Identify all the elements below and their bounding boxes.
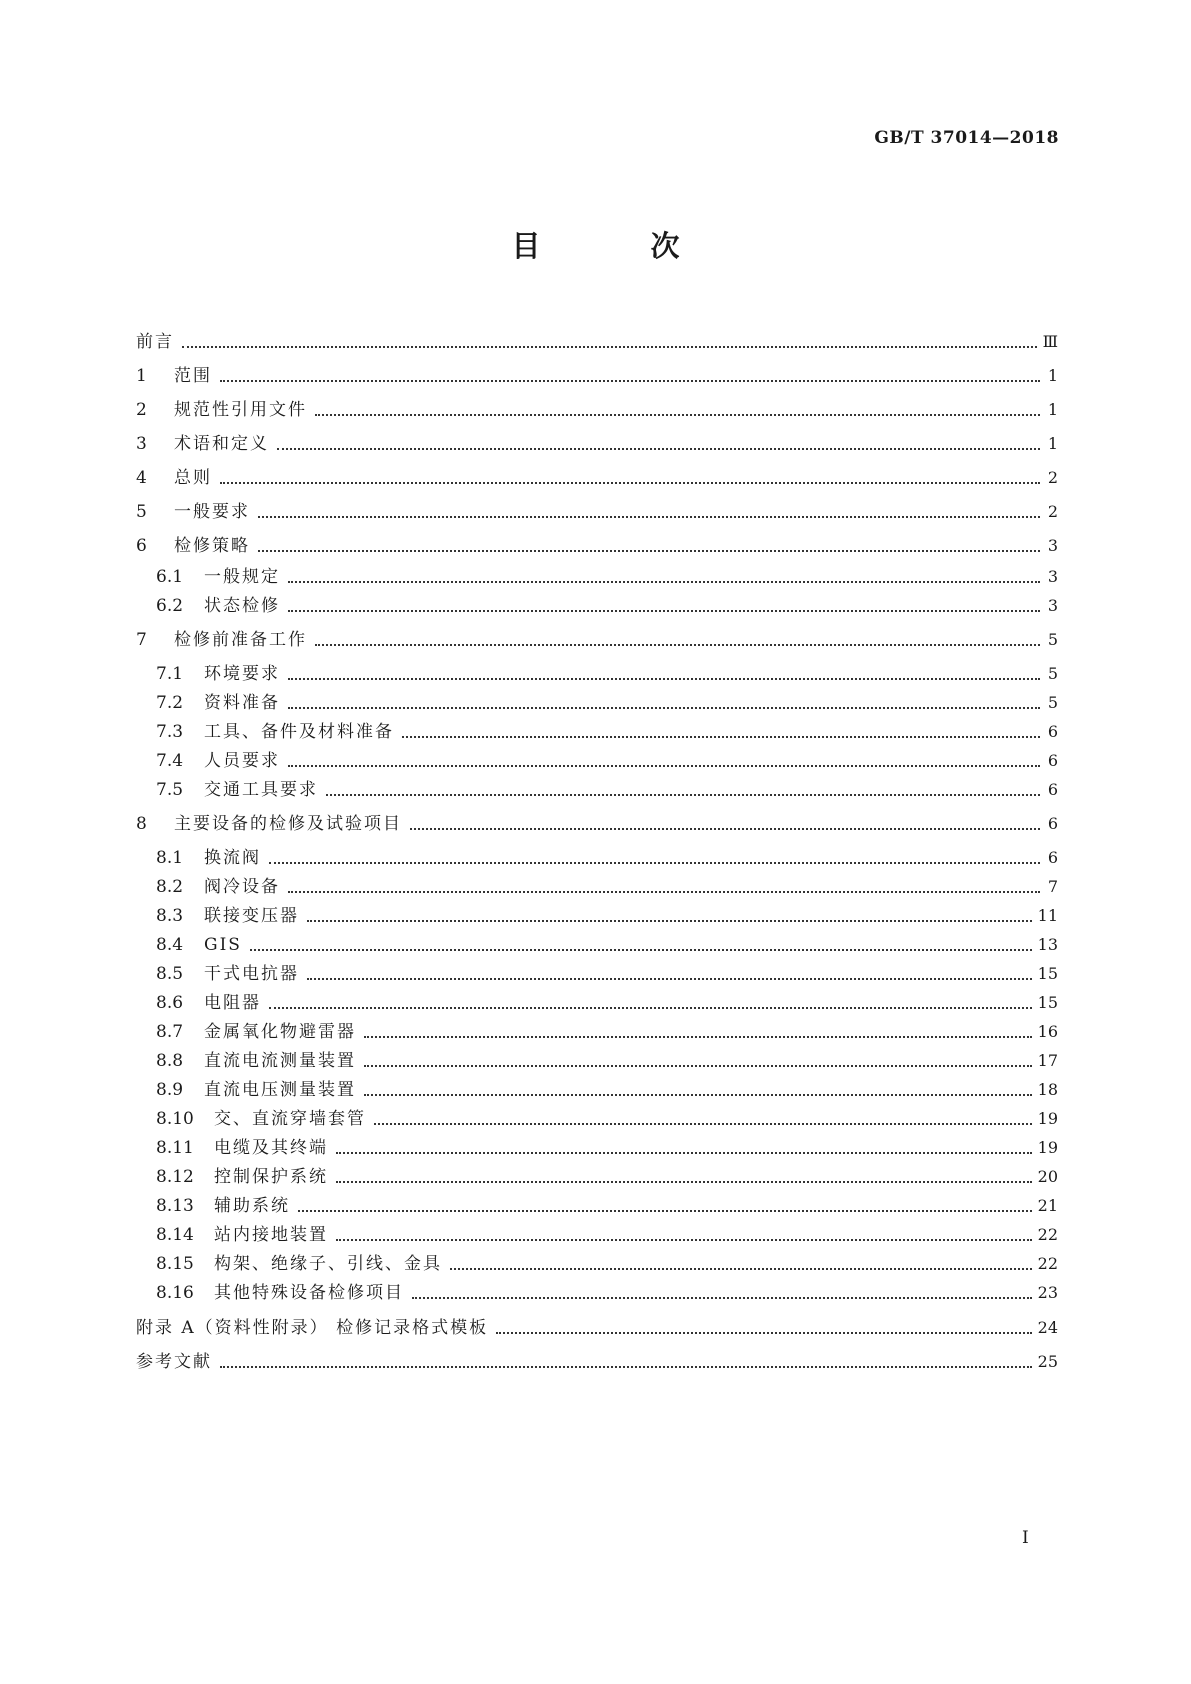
toc-entry-page: 3 (1047, 596, 1058, 615)
toc-entry-label: 联接变压器 (204, 906, 299, 926)
toc-entry[interactable] (136, 459, 1058, 489)
toc-dot-leader (412, 1287, 1032, 1299)
toc-entry[interactable] (136, 897, 1058, 927)
toc-entry-number: 5 (136, 502, 147, 522)
toc-entry-number: 6 (136, 536, 147, 556)
toc-entry[interactable] (136, 1187, 1058, 1217)
toc-dot-leader (258, 506, 1040, 518)
toc-entry-number: 8.4 (156, 935, 184, 955)
toc-entry-page: Ⅲ (1042, 332, 1058, 351)
toc-entry-page: 15 (1037, 993, 1058, 1012)
toc-entry[interactable] (136, 527, 1058, 557)
toc-entry[interactable] (136, 1100, 1058, 1130)
toc-entry[interactable] (136, 771, 1058, 801)
toc-dot-leader (288, 571, 1040, 583)
toc-entry[interactable] (136, 1274, 1058, 1304)
standard-code: GB/T 37014—2018 (874, 128, 1059, 148)
toc-entry-number: 7.5 (156, 780, 184, 800)
toc-entry-number: 8.10 (156, 1109, 194, 1129)
toc-entry[interactable] (136, 1245, 1058, 1275)
toc-entry-number: 7 (136, 630, 147, 650)
toc-entry-number: 8.7 (156, 1022, 184, 1042)
toc-entry-page: 11 (1037, 906, 1058, 925)
toc-entry[interactable] (136, 655, 1058, 685)
toc-entry-page: 6 (1047, 814, 1058, 833)
toc-entry-page: 1 (1047, 366, 1058, 385)
toc-entry[interactable] (136, 1042, 1058, 1072)
toc-dot-leader (220, 1356, 1032, 1368)
toc-entry-label: 金属氧化物避雷器 (204, 1022, 356, 1042)
toc-entry[interactable] (136, 1216, 1058, 1246)
toc-entry-label: 术语和定义 (174, 434, 269, 454)
toc-entry[interactable] (136, 425, 1058, 455)
toc-dot-leader (410, 818, 1040, 830)
toc-entry-label: 一般要求 (174, 502, 250, 522)
toc-entry-page: 16 (1037, 1022, 1058, 1041)
toc-dot-leader (307, 968, 1032, 980)
toc-entry-number: 8.13 (156, 1196, 194, 1216)
toc-entry[interactable] (136, 984, 1058, 1014)
toc-entry-number: 6.2 (156, 596, 184, 616)
toc-entry-number: 8.12 (156, 1167, 194, 1187)
toc-dot-leader (250, 939, 1032, 951)
toc-entry[interactable] (136, 558, 1058, 588)
toc-entry-label: 换流阀 (204, 848, 261, 868)
page-title: 目 次 (511, 229, 730, 263)
toc-entry-label: 资料准备 (204, 693, 280, 713)
toc-dot-leader (450, 1258, 1032, 1270)
toc-entry-page: 25 (1037, 1352, 1058, 1371)
toc-dot-leader (269, 852, 1040, 864)
toc-entry-label: 电缆及其终端 (214, 1138, 328, 1158)
toc-entry-page: 3 (1047, 536, 1058, 555)
toc-dot-leader (288, 668, 1040, 680)
toc-entry-number: 7.3 (156, 722, 184, 742)
toc-entry-label: 控制保护系统 (214, 1167, 328, 1187)
toc-dot-leader (298, 1200, 1032, 1212)
toc-entry-page: 18 (1037, 1080, 1058, 1099)
toc-entry-label: 人员要求 (204, 751, 280, 771)
toc-entry-number: 8.1 (156, 848, 184, 868)
toc-entry-label: 工具、备件及材料准备 (204, 722, 394, 742)
toc-entry-page: 6 (1047, 751, 1058, 770)
toc-entry[interactable] (136, 493, 1058, 523)
toc-entry-label: 总则 (174, 468, 212, 488)
toc-entry-page: 5 (1047, 693, 1058, 712)
toc-entry[interactable] (136, 1129, 1058, 1159)
toc-entry-number: 8.5 (156, 964, 184, 984)
toc-entry-page: 13 (1037, 935, 1058, 954)
toc-entry-page: 19 (1037, 1138, 1058, 1157)
toc-dot-leader (336, 1171, 1032, 1183)
toc-entry-label: 状态检修 (204, 596, 280, 616)
toc-entry-label: 阀冷设备 (204, 877, 280, 897)
toc-entry-number: 8.3 (156, 906, 184, 926)
toc-dot-leader (307, 910, 1032, 922)
toc-dot-leader (288, 697, 1040, 709)
toc-entry-page: 6 (1047, 780, 1058, 799)
toc-entry-label: 范围 (174, 366, 212, 386)
toc-dot-leader (220, 472, 1040, 484)
toc-dot-leader (220, 370, 1040, 382)
toc-entry-number: 8.9 (156, 1080, 184, 1100)
page-number: I (1022, 1528, 1029, 1548)
toc-entry[interactable] (136, 587, 1058, 617)
toc-entry-number: 7.4 (156, 751, 184, 771)
toc-entry[interactable] (136, 1309, 1058, 1339)
toc-entry-label: 前言 (136, 332, 174, 352)
toc-entry-label: 直流电流测量装置 (204, 1051, 356, 1071)
toc-entry-page: 15 (1037, 964, 1058, 983)
toc-entry-label: 检修策略 (174, 536, 250, 556)
toc-dot-leader (315, 404, 1040, 416)
toc-entry-page: 5 (1047, 630, 1058, 649)
toc-entry[interactable] (136, 1013, 1058, 1043)
toc-entry-label: 交、直流穿墙套管 (214, 1109, 366, 1129)
toc-entry-page: 1 (1047, 400, 1058, 419)
toc-entry-page: 24 (1037, 1318, 1058, 1337)
toc-dot-leader (288, 755, 1040, 767)
toc-entry[interactable] (136, 805, 1058, 835)
toc-dot-leader (269, 997, 1032, 1009)
toc-entry-page: 3 (1047, 567, 1058, 586)
toc-entry-number: 8.6 (156, 993, 184, 1013)
toc-entry-label: 辅助系统 (214, 1196, 290, 1216)
toc-entry[interactable] (136, 926, 1058, 956)
toc-dot-leader (277, 438, 1040, 450)
toc-entry-number: 8.8 (156, 1051, 184, 1071)
toc-entry-number: 8.2 (156, 877, 184, 897)
toc-entry-page: 6 (1047, 722, 1058, 741)
toc-dot-leader (288, 881, 1040, 893)
toc-entry[interactable] (136, 621, 1058, 651)
toc-entry-page: 23 (1037, 1283, 1058, 1302)
toc-entry[interactable] (136, 684, 1058, 714)
toc-entry[interactable] (136, 1343, 1058, 1373)
toc-entry-page: 1 (1047, 434, 1058, 453)
toc-entry-page: 7 (1047, 877, 1058, 896)
toc-entry-number: 3 (136, 434, 147, 454)
toc-entry-label: GIS (204, 935, 242, 955)
toc-entry-label: 参考文献 (136, 1352, 212, 1372)
toc-dot-leader (336, 1229, 1032, 1241)
toc-entry-number: 7.1 (156, 664, 184, 684)
toc-entry[interactable] (136, 1158, 1058, 1188)
toc-entry[interactable] (136, 839, 1058, 869)
toc-dot-leader (364, 1055, 1032, 1067)
toc-entry[interactable] (136, 391, 1058, 421)
toc-entry-number: 8.14 (156, 1225, 194, 1245)
toc-entry-label: 其他特殊设备检修项目 (214, 1283, 404, 1303)
toc-dot-leader (364, 1026, 1032, 1038)
toc-entry[interactable] (136, 713, 1058, 743)
toc-entry-label: 交通工具要求 (204, 780, 318, 800)
toc-entry-page: 17 (1037, 1051, 1058, 1070)
toc-entry-label: 附录 A（资料性附录） 检修记录格式模板 (136, 1318, 489, 1338)
toc-entry-page: 20 (1037, 1167, 1058, 1186)
toc-entry[interactable] (136, 868, 1058, 898)
toc-entry[interactable] (136, 955, 1058, 985)
toc-dot-leader (182, 336, 1037, 348)
toc-dot-leader (258, 540, 1040, 552)
toc-entry-page: 6 (1047, 848, 1058, 867)
toc-entry-number: 6.1 (156, 567, 184, 587)
toc-entry-label: 干式电抗器 (204, 964, 299, 984)
toc-dot-leader (374, 1113, 1032, 1125)
toc-entry-number: 8.16 (156, 1283, 194, 1303)
toc-dot-leader (326, 784, 1040, 796)
toc-entry-number: 8 (136, 814, 147, 834)
toc-entry-label: 一般规定 (204, 567, 280, 587)
toc-entry-page: 22 (1037, 1225, 1058, 1244)
toc-entry[interactable] (136, 323, 1058, 353)
toc-entry-number: 2 (136, 400, 147, 420)
toc-entry-number: 7.2 (156, 693, 184, 713)
toc-entry-label: 主要设备的检修及试验项目 (174, 814, 402, 834)
toc-entry-page: 22 (1037, 1254, 1058, 1273)
toc-entry-label: 直流电压测量装置 (204, 1080, 356, 1100)
toc-entry-label: 站内接地装置 (214, 1225, 328, 1245)
toc-dot-leader (402, 726, 1040, 738)
toc-entry[interactable] (136, 742, 1058, 772)
toc-entry-page: 2 (1047, 502, 1058, 521)
toc-dot-leader (364, 1084, 1032, 1096)
toc-entry-page: 19 (1037, 1109, 1058, 1128)
toc-entry-label: 规范性引用文件 (174, 400, 307, 420)
toc-entry-number: 8.15 (156, 1254, 194, 1274)
toc-entry-number: 1 (136, 366, 147, 386)
toc-entry-page: 21 (1037, 1196, 1058, 1215)
toc-entry-label: 检修前准备工作 (174, 630, 307, 650)
toc-entry-label: 电阻器 (204, 993, 261, 1013)
toc-dot-leader (336, 1142, 1032, 1154)
toc-dot-leader (496, 1322, 1032, 1334)
toc-entry-page: 5 (1047, 664, 1058, 683)
toc-entry[interactable] (136, 1071, 1058, 1101)
toc-entry-number: 4 (136, 468, 147, 488)
toc-entry-number: 8.11 (156, 1138, 194, 1158)
toc-entry[interactable] (136, 357, 1058, 387)
toc-dot-leader (288, 600, 1040, 612)
toc-entry-label: 构架、绝缘子、引线、金具 (214, 1254, 442, 1274)
toc-entry-page: 2 (1047, 468, 1058, 487)
toc-dot-leader (315, 634, 1040, 646)
toc-entry-label: 环境要求 (204, 664, 280, 684)
